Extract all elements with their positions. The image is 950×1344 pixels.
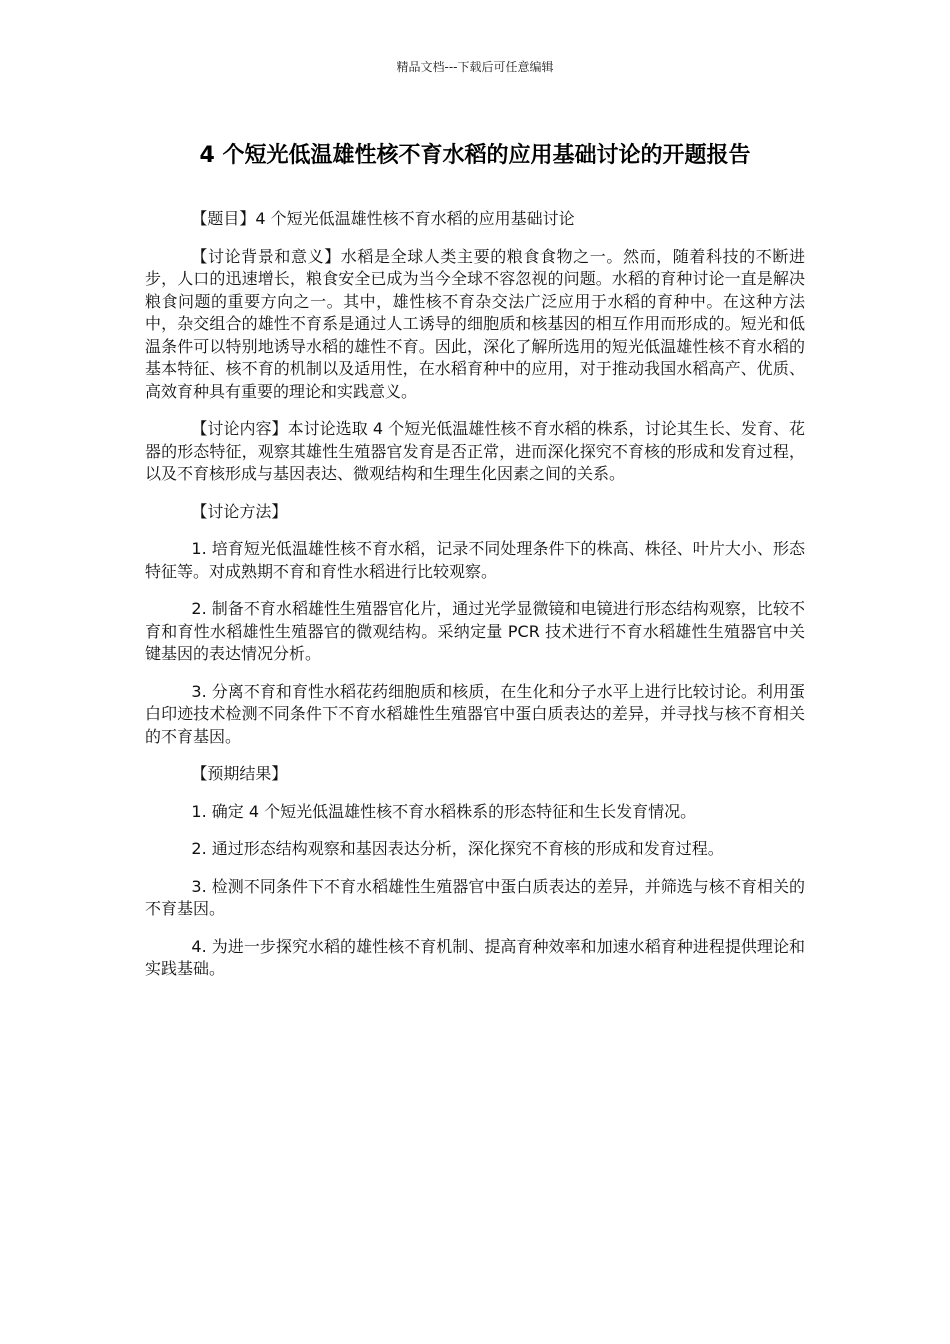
background-paragraph: 【讨论背景和意义】水稻是全球人类主要的粮食食物之一。然而，随着科技的不断进步，人口的迅速增长，粮食安全已成为当今全球不容忽视的问题。水稻的育种讨论一直是解决粮食问题的重要方向之一。其中，雄性核不育杂交法广泛应用于水稻的育种中。在这种方法中，杂交组合的雄性不育系是通过人工诱导的细胞质和核基因的相互作用而形成的。短光和低温条件可以特别地诱导水稻的雄性不育。因此，深化了解所选用的短光低温雄性核不育水稻的基本特征、核不育的机制以及适用性，在水稻育种中的应用，对于推动我国水稻高产、优质、高效育种具有重要的理论和实践意义。 (145, 246, 805, 401)
topic-paragraph: 【题目】4 个短光低温雄性核不育水稻的应用基础讨论 (191, 209, 575, 228)
document-body (145, 208, 805, 996)
document-title: 4 个短光低温雄性核不育水稻的应用基础讨论的开题报告 (199, 143, 751, 168)
result-item-4: 4. 为进一步探究水稻的雄性核不育机制、提高育种效率和加速水稻育种进程提供理论和实践基础。 (145, 936, 805, 978)
result-item-1: 1. 确定 4 个短光低温雄性核不育水稻株系的形态特征和生长发育情况。 (191, 801, 697, 821)
result-item-2: 2. 通过形态结构观察和基因表达分析，深化探究不育核的形成和发育过程。 (191, 839, 724, 858)
content-paragraph: 【讨论内容】本讨论选取 4 个短光低温雄性核不育水稻的株系，讨论其生长、发育、花器的形态特征，观察其雄性生殖器官发育是否正常，进而深化探究不育核的形成和发育过程，以及不育核形成与基因表达、微观结构和生理生化因素之间的关系。 (145, 419, 805, 483)
method-item-1: 1. 培育短光低温雄性核不育水稻，记录不同处理条件下的株高、株径、叶片大小、形态特征等。对成熟期不育和育性水稻进行比较观察。 (145, 539, 805, 581)
header-note: 精品文档---下载后可任意编辑 (396, 60, 554, 74)
method-item-2: 2. 制备不育水稻雄性生殖器官化片，通过光学显微镜和电镜进行形态结构观察，比较不育和育性水稻雄性生殖器官的微观结构。采纳定量 PCR 技术进行不育水稻雄性生殖器官中关键基因的表达情况分析。 (145, 599, 805, 663)
methods-heading: 【讨论方法】 (191, 501, 288, 521)
results-heading: 【预期结果】 (191, 764, 288, 783)
method-item-3: 3. 分离不育和育性水稻花药细胞质和核质，在生化和分子水平上进行比较讨论。利用蛋白印迹技术检测不同条件下不育水稻雄性生殖器官中蛋白质表达的差异，并寻找与核不育相关的不育基因。 (145, 681, 805, 746)
result-item-3: 3. 检测不同条件下不育水稻雄性生殖器官中蛋白质表达的差异，并筛选与核不育相关的不育基因。 (145, 876, 805, 918)
